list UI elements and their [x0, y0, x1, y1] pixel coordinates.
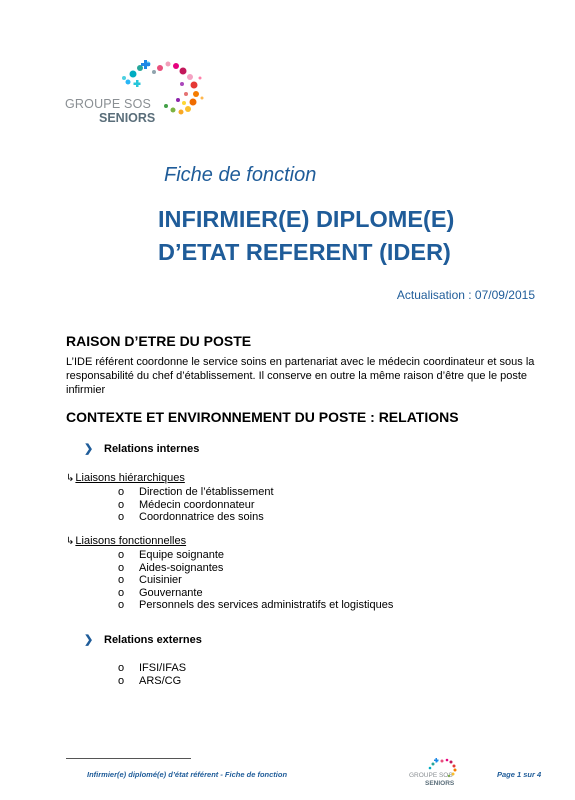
liaisons-hierarchiques-label: Liaisons hiérarchiques — [75, 472, 185, 484]
list-item: o Aides-soignantes — [118, 561, 224, 574]
circle-bullet-icon: o — [118, 498, 125, 511]
relations-externes-heading — [84, 633, 202, 646]
chevron-right-icon: ❯ — [84, 634, 94, 646]
list-item: o Direction de l’établissement — [118, 486, 274, 498]
list-item: o Coordonnatrice des soins — [118, 511, 264, 523]
list-item: o Equipe soignante — [118, 549, 225, 561]
relations-externes-list — [118, 662, 186, 687]
circle-bullet-icon: o — [118, 574, 125, 586]
logo-text-seniors: SENIORS — [99, 111, 156, 125]
document-title — [158, 203, 454, 269]
circle-bullet-icon: o — [118, 674, 125, 687]
page-number: Page 1 sur 4 — [497, 770, 542, 779]
circle-bullet-icon: o — [118, 486, 125, 498]
list-item: o Cuisinier — [118, 574, 182, 586]
liaisons-hierarchiques-heading — [66, 472, 185, 484]
circle-bullet-icon: o — [118, 586, 125, 599]
circle-bullet-icon: o — [118, 599, 125, 611]
list-item: o ARS/CG — [118, 674, 182, 687]
footer-divider — [66, 758, 191, 759]
circle-bullet-icon: o — [118, 561, 125, 574]
liaisons-hierarchiques-list — [118, 486, 274, 524]
footer-logo-text-groupe-sos: GROUPE SOS — [409, 772, 453, 779]
footer-text: Infirmier(e) diplomé(e) d’état référent - Fiche de fonction — [87, 770, 288, 779]
circle-bullet-icon: o — [118, 511, 125, 523]
list-item: o Gouvernante — [118, 586, 203, 599]
relations-externes-label: Relations externes — [104, 634, 202, 646]
liaisons-fonctionnelles-label: Liaisons fonctionnelles — [75, 535, 187, 547]
arrow-turn-icon: ↳ — [66, 473, 75, 484]
chevron-right-icon: ❯ — [84, 443, 94, 455]
section-heading-contexte: CONTEXTE ET ENVIRONNEMENT DU POSTE : RELATIONS — [66, 409, 459, 425]
logo-text-groupe-sos: GROUPE SOS — [65, 97, 152, 111]
list-item: o Médecin coordonnateur — [118, 498, 255, 511]
title-line-1: INFIRMIER(E) DIPLOME(E) — [158, 206, 455, 232]
update-date: Actualisation : 07/09/2015 — [396, 288, 535, 302]
footer-logo-text-seniors: SENIORS — [425, 780, 455, 787]
list-item: o Personnels des services administratifs et logistiques — [118, 599, 394, 611]
section-paragraph-raison-etre: L’IDE référent coordonne le service soins en partenariat avec le médecin coordinateur et sous la responsabilité du chef d’établissement. Il conserve en outre la même raison d’être que le poste infirmier — [66, 356, 535, 396]
relations-internes-heading — [84, 442, 199, 455]
circle-bullet-icon: o — [118, 549, 125, 561]
title-line-2: D’ETAT REFERENT (IDER) — [158, 239, 451, 265]
arrow-turn-icon: ↳ — [66, 536, 75, 547]
relations-internes-label: Relations internes — [104, 443, 200, 455]
document-subtitle: Fiche de fonction — [164, 164, 317, 186]
list-item: o IFSI/IFAS — [118, 662, 187, 674]
circle-bullet-icon: o — [118, 662, 125, 674]
liaisons-fonctionnelles-heading — [66, 535, 186, 547]
section-heading-raison-etre: RAISON D’ETRE DU POSTE — [66, 333, 252, 349]
liaisons-fonctionnelles-list — [118, 549, 393, 612]
